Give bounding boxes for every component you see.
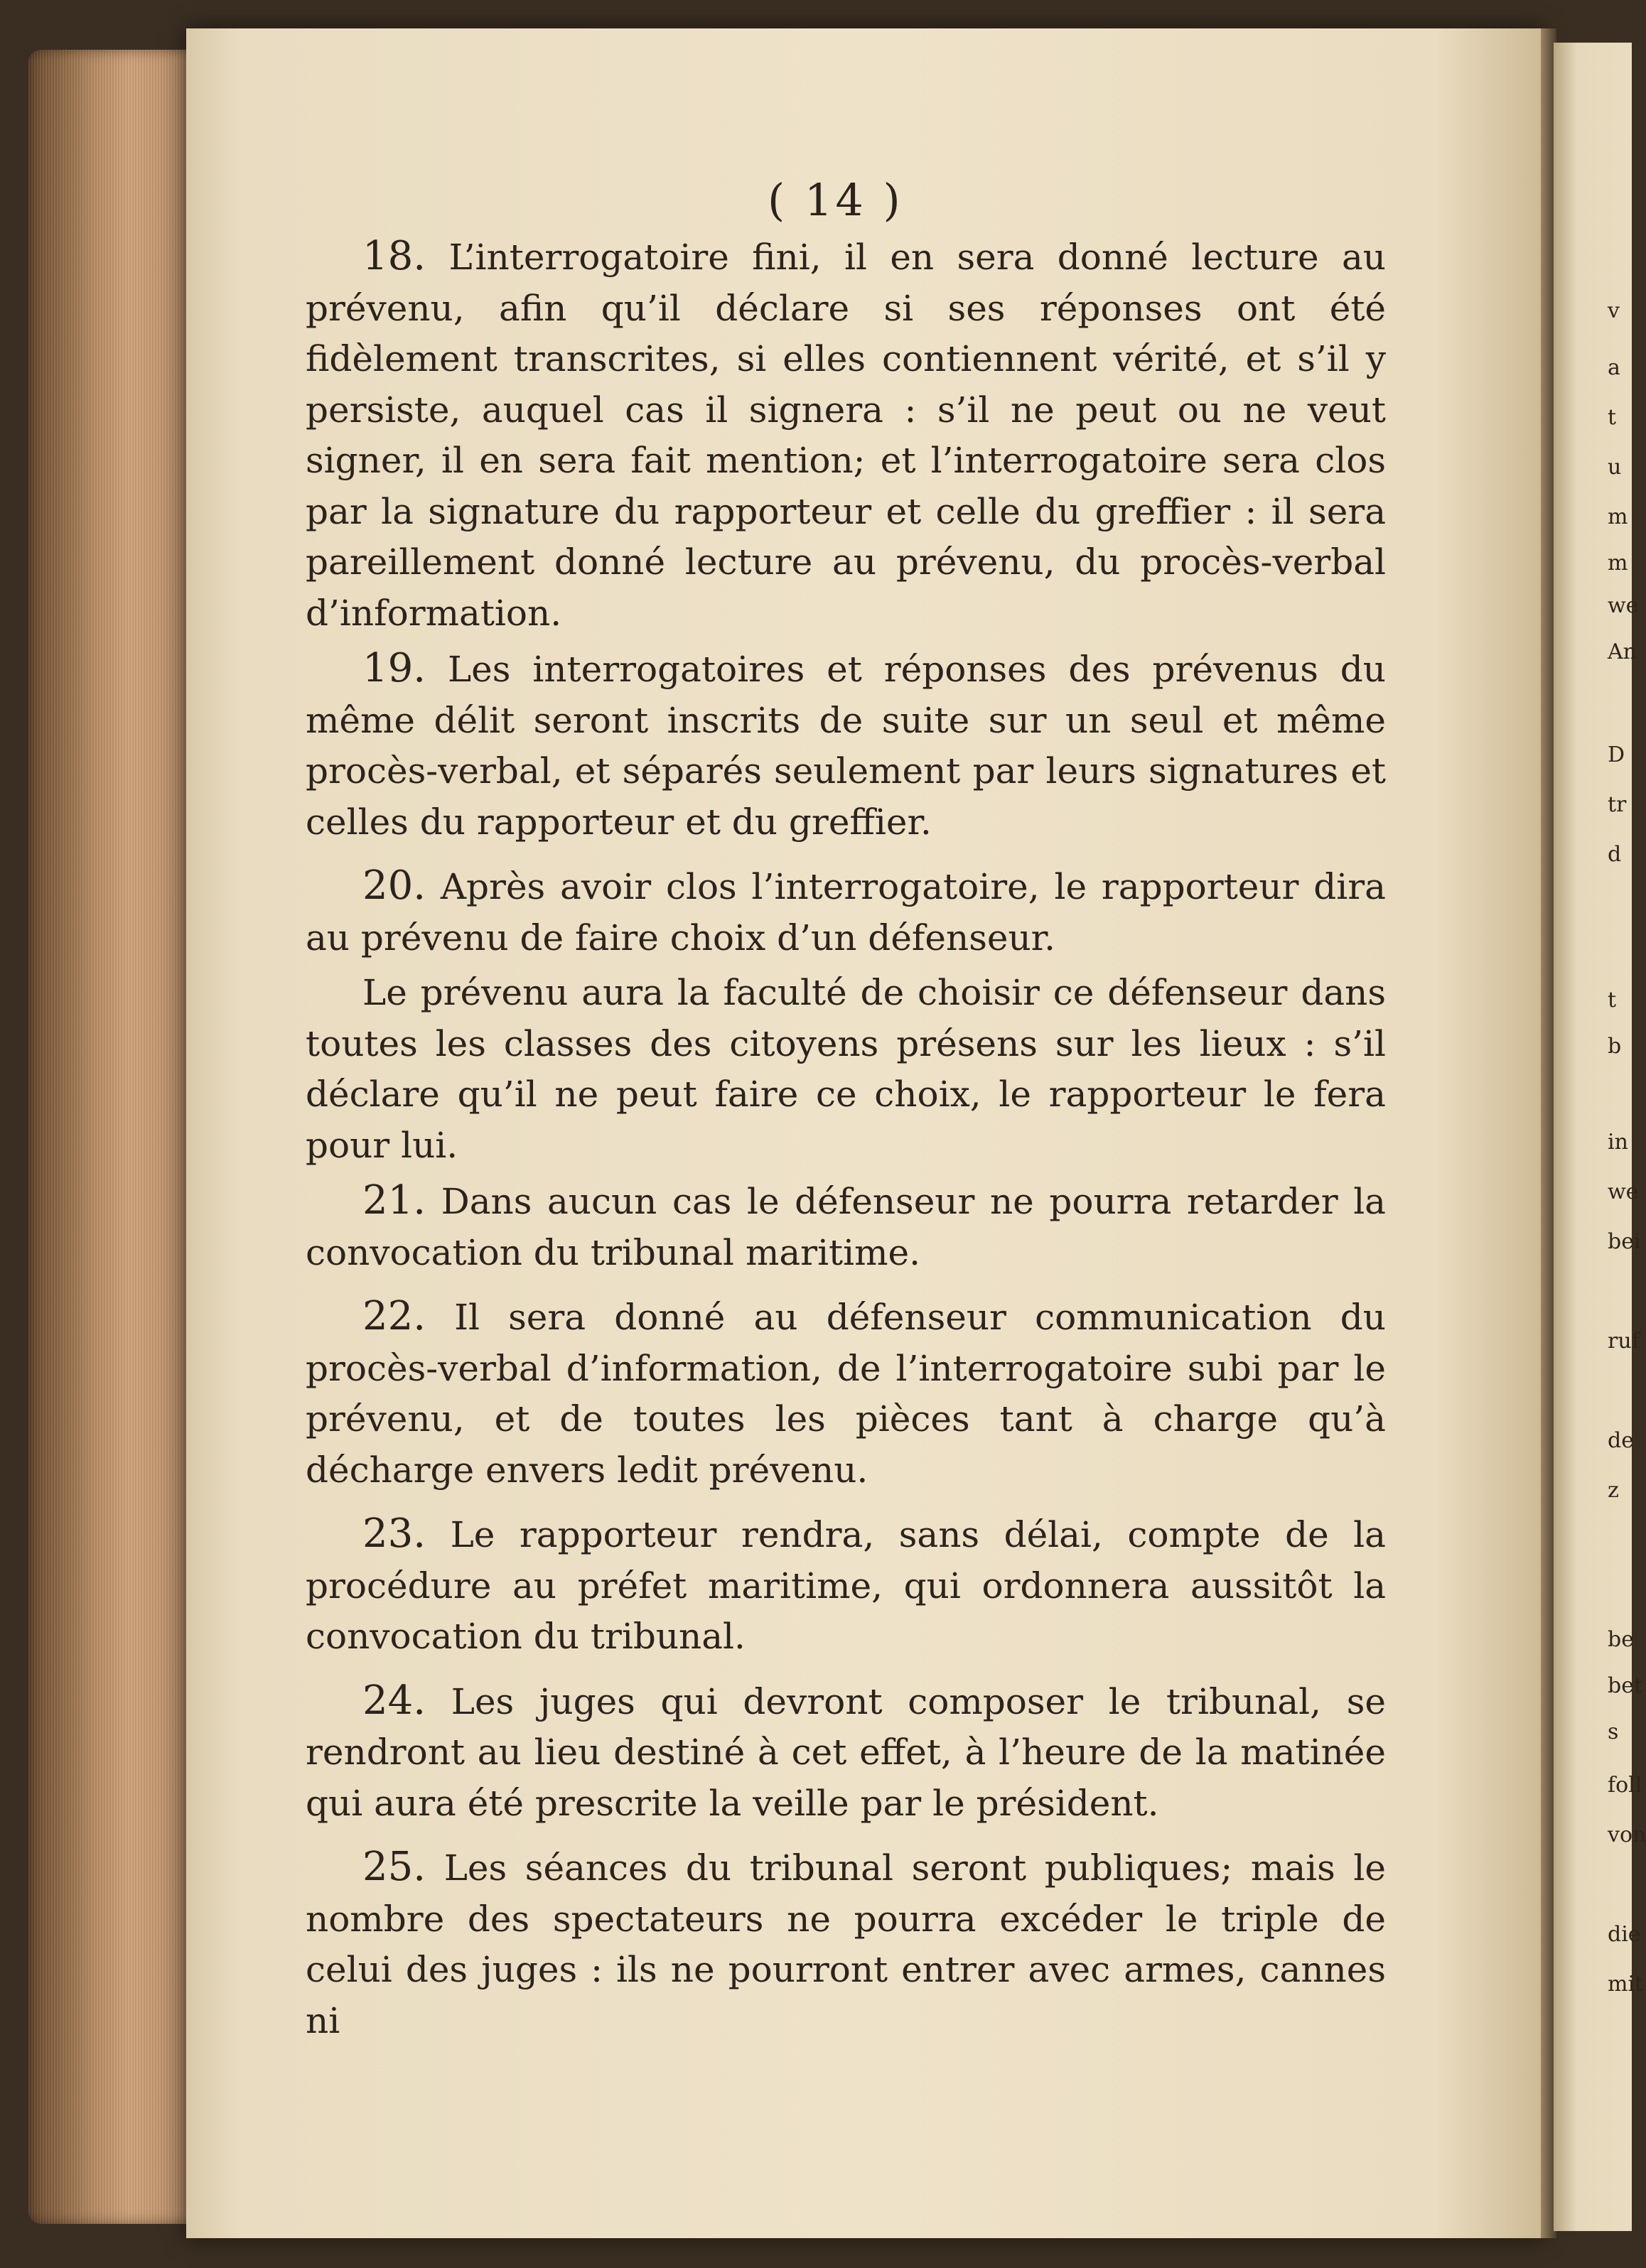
article-text: Le prévenu aura la faculté de choisir ce défenseur dans toutes les classes des citoyens présens sur les lieux : s’il déclare qu’il ne peut faire ce choix, le rapporteur le fera pour lui. <box>306 972 1386 1166</box>
facing-fragment: a <box>1608 355 1620 380</box>
book-page-edges <box>28 50 192 2224</box>
article-number: 21. <box>362 1177 426 1224</box>
facing-fragment: we <box>1608 593 1639 618</box>
facing-fragment: u <box>1608 455 1622 480</box>
article-paragraph <box>306 643 1386 848</box>
article-number: 25. <box>362 1844 426 1890</box>
facing-fragment: be <box>1608 1627 1634 1652</box>
facing-fragment: ruf <box>1608 1329 1640 1354</box>
facing-fragment: v <box>1608 298 1620 323</box>
article-paragraph <box>306 1291 1386 1496</box>
facing-fragment: b <box>1608 1034 1622 1059</box>
facing-fragment: bet <box>1608 1673 1643 1698</box>
facing-fragment: die <box>1608 1922 1641 1947</box>
article-number: 22. <box>362 1293 426 1339</box>
article-paragraph <box>306 231 1386 639</box>
facing-fragment: m <box>1608 551 1628 576</box>
facing-fragment: d <box>1608 842 1622 867</box>
page-body <box>306 231 1386 2046</box>
article-text: Dans aucun cas le défenseur ne pourra retarder la convocation du tribunal maritime. <box>306 1181 1386 1273</box>
facing-fragment: foll <box>1608 1773 1642 1798</box>
facing-fragment: de <box>1608 1428 1634 1453</box>
article-text: Il sera donné au défenseur communication du procès-verbal d’information, de l’interrogatoire subi par le prévenu, et de toutes les pièces tant à charge qu’à décharge envers ledit prévenu. <box>306 1297 1386 1491</box>
article-number: 18. <box>362 233 426 279</box>
article-text: L’interrogatoire fini, il en sera donné lecture au prévenu, afin qu’il déclare si ses réponses ont été fidèlement transcrites, si elles contiennent vérité, et s’il y persiste, auquel cas il signera : s’il ne peut ou ne veut signer, il en sera fait mention; et l’interrogatoire sera clos par la signature du rapporteur et celle du greffier : il sera pareillement donné lecture au prévenu, du procès-verbal d’information. <box>306 237 1387 634</box>
article-paragraph <box>306 1675 1386 1830</box>
facing-fragment: s <box>1608 1719 1619 1744</box>
facing-fragment: mit <box>1608 1972 1644 1997</box>
article-number: 19. <box>362 645 426 691</box>
article-paragraph <box>306 860 1386 963</box>
page-number: ( 14 ) <box>768 174 903 226</box>
article-text: Les interrogatoires et réponses des prévenus du même délit seront inscrits de suite sur un seul et même procès-verbal, et séparés seulement par leurs signatures et celles du rapporteur et du greffier. <box>306 649 1386 843</box>
article-paragraph <box>306 1508 1386 1663</box>
article-text: Les séances du tribunal seront publiques; mais le nombre des spectateurs ne pourra excéder le triple de celui des juges : ils ne pourront entrer avec armes, cannes ni <box>306 1847 1386 2041</box>
article-paragraph <box>306 1842 1386 2046</box>
facing-fragment: von <box>1608 1822 1646 1847</box>
article-paragraph <box>306 968 1386 1171</box>
facing-fragment: we <box>1608 1179 1639 1204</box>
facing-fragment: An <box>1608 639 1637 664</box>
article-paragraph <box>306 1175 1386 1278</box>
facing-fragment: bei <box>1608 1229 1641 1254</box>
facing-fragment: z <box>1608 1478 1619 1503</box>
facing-fragment: t <box>1608 405 1617 430</box>
facing-fragment: tr <box>1608 792 1627 817</box>
facing-fragment: t <box>1608 988 1617 1012</box>
article-text: Les juges qui devront composer le tribunal, se rendront au lieu destiné à cet effet, à l’heure de la matinée qui aura été prescrite la veille par le président. <box>306 1680 1386 1824</box>
article-text: Après avoir clos l’interrogatoire, le rapporteur dira au prévenu de faire choix d’un défenseur. <box>306 866 1386 958</box>
article-number: 20. <box>362 863 426 909</box>
article-number: 24. <box>362 1677 426 1724</box>
article-number: 23. <box>362 1511 426 1557</box>
facing-fragment: D <box>1608 742 1625 767</box>
facing-fragment: m <box>1608 504 1628 529</box>
facing-fragment: in <box>1608 1130 1628 1155</box>
article-text: Le rapporteur rendra, sans délai, compte de la procédure au préfet maritime, qui ordonnera aussitôt la convocation du tribunal. <box>306 1514 1386 1657</box>
